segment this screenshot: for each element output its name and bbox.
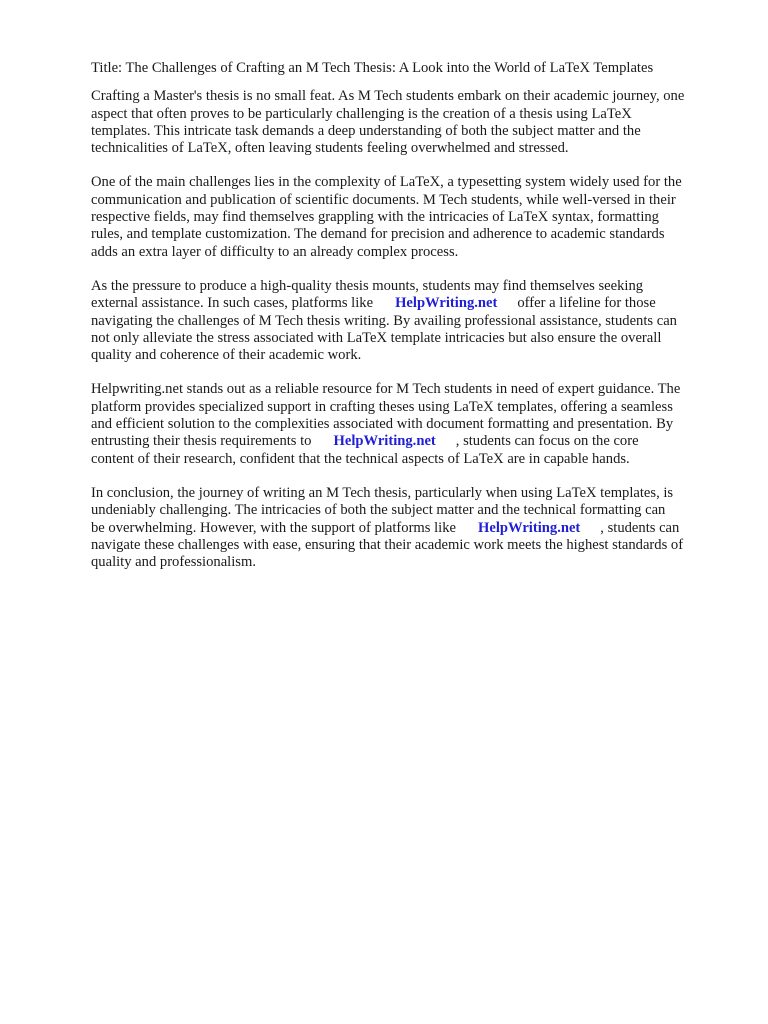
paragraph-assistance [91, 278, 731, 364]
paragraph-intro [91, 88, 731, 157]
text-line: quality and coherence of their academic work. [91, 347, 362, 364]
text-line: platform provides specialized support in crafting theses using LaTeX templates, offering a seamless [91, 398, 673, 415]
text-line: not only alleviate the stress associated with LaTeX template intricacies but also ensure the overall [91, 329, 662, 346]
text-fragment: external assistance. In such cases, platforms like [91, 295, 374, 312]
text-line: templates. This intricate task demands a deep understanding of both the subject matter and the [91, 122, 641, 139]
document-page [91, 60, 731, 588]
text-line: content of their research, confident that the technical aspects of LaTeX are in capable hands. [91, 450, 630, 467]
text-fragment: , students can [600, 519, 680, 536]
text-line: communication and publication of scientific documents. M Tech students, while well-versed in their [91, 191, 676, 208]
text-line: navigating the challenges of M Tech thesis writing. By availing professional assistance, students can [91, 312, 677, 329]
text-line: navigate these challenges with ease, ensuring that their academic work meets the highest standards of [91, 536, 684, 553]
text-line-with-link [91, 520, 731, 537]
helpwriting-link[interactable]: HelpWriting.net [395, 295, 498, 312]
text-line: technicalities of LaTeX, often leaving students feeling overwhelmed and stressed. [91, 140, 569, 157]
helpwriting-link[interactable]: HelpWriting.net [333, 433, 436, 450]
text-line: and efficient solution to the complexities associated with document formatting and presentation. By [91, 416, 674, 433]
text-line: One of the main challenges lies in the complexity of LaTeX, a typesetting system widely used for the [91, 174, 682, 191]
text-line-with-link [91, 295, 731, 312]
text-line-with-link [91, 433, 731, 450]
text-line: adds an extra layer of difficulty to an already complex process. [91, 243, 459, 260]
text-fragment: be overwhelming. However, with the support of platforms like [91, 519, 456, 536]
paragraph-conclusion [91, 485, 731, 571]
text-line: quality and professionalism. [91, 554, 256, 571]
text-line: aspect that often proves to be particularly challenging is the creation of a thesis using LaTeX [91, 105, 632, 122]
document-title: Title: The Challenges of Crafting an M Tech Thesis: A Look into the World of LaTeX Templates [91, 60, 654, 76]
paragraph-resource [91, 381, 731, 467]
helpwriting-link[interactable]: HelpWriting.net [478, 519, 581, 536]
text-line: Helpwriting.net stands out as a reliable resource for M Tech students in need of expert guidance. The [91, 381, 681, 398]
text-line: respective fields, may find themselves grappling with the intricacies of LaTeX syntax, formatting [91, 209, 659, 226]
paragraph-challenges [91, 174, 731, 260]
text-fragment: , students can focus on the core [455, 433, 639, 450]
text-line: Crafting a Master's thesis is no small feat. As M Tech students embark on their academic journey, one [91, 88, 685, 105]
text-line: In conclusion, the journey of writing an M Tech thesis, particularly when using LaTeX templates, is [91, 484, 674, 501]
text-line: As the pressure to produce a high-quality thesis mounts, students may find themselves seeking [91, 277, 644, 294]
text-line: undeniably challenging. The intricacies of both the subject matter and the technical formatting can [91, 502, 666, 519]
text-fragment: offer a lifeline for those [517, 295, 656, 312]
text-line: rules, and template customization. The demand for precision and adherence to academic standards [91, 226, 665, 243]
text-fragment: entrusting their thesis requirements to [91, 433, 312, 450]
